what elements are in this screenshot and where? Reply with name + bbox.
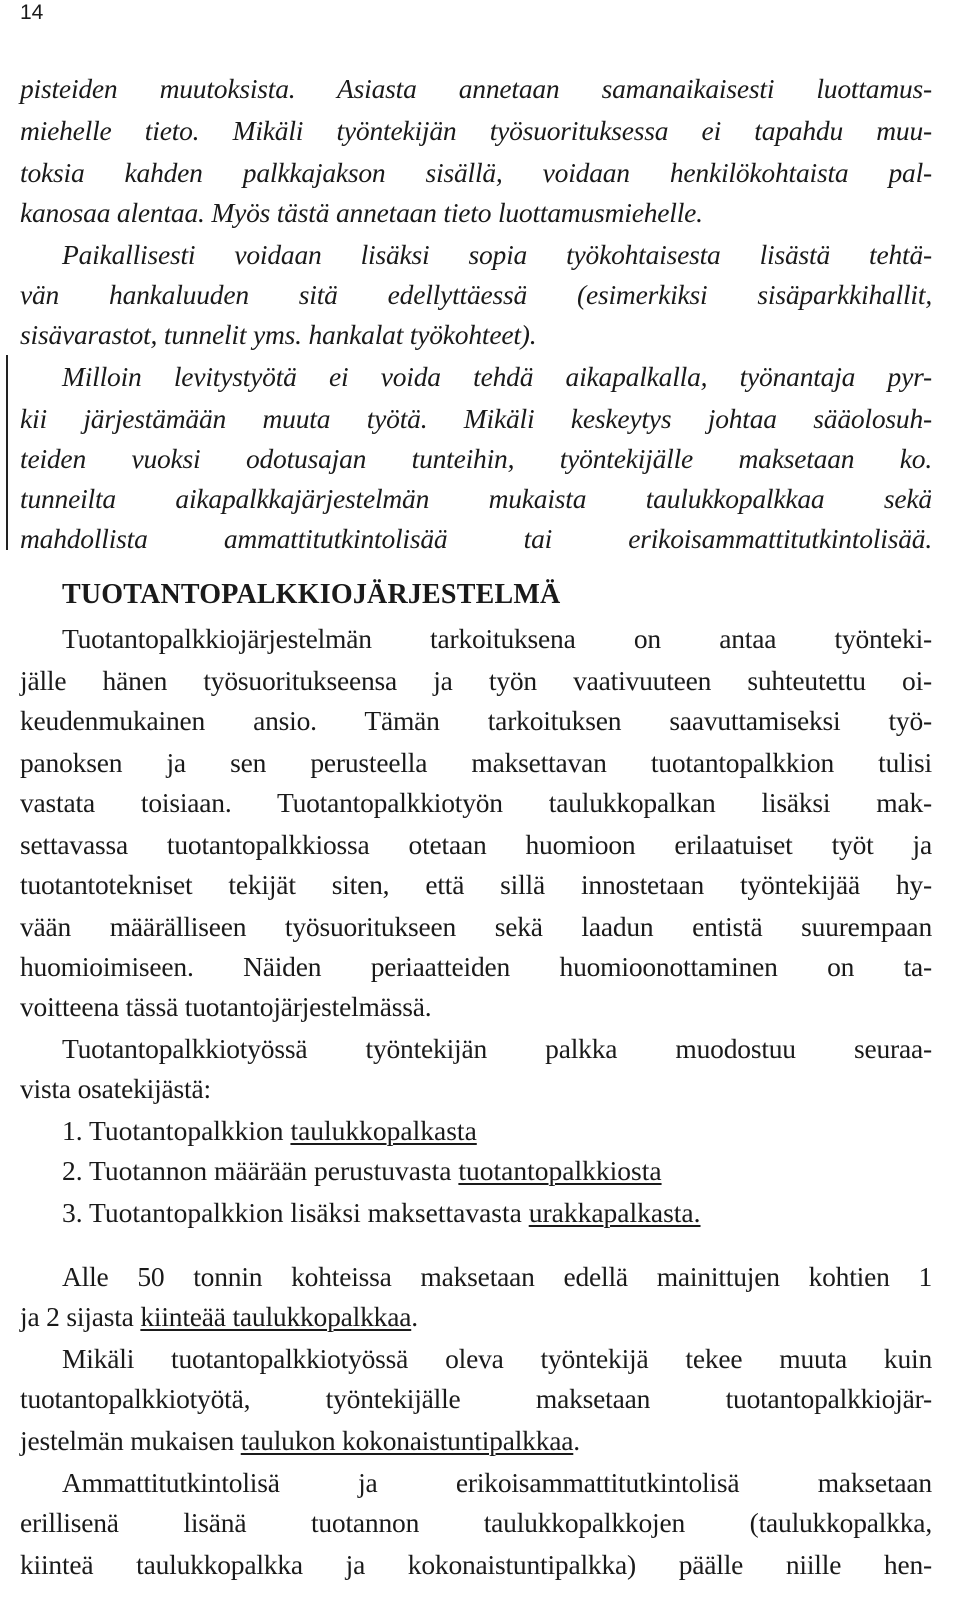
underlined-term: taulukon kokonaistuntipalkkaa [240, 1425, 574, 1456]
text-line: teiden vuoksi odotusajan tunteihin, työntekijälle maksetaan ko. [20, 443, 932, 474]
list-item-underlined: urakkapalkasta. [528, 1197, 701, 1228]
text-line: huomioimiseen. Näiden periaatteiden huomioonottaminen on ta- [20, 951, 932, 982]
text-line: erillisenä lisänä tuotannon taulukkopalkkojen (taulukkopalkka, [20, 1507, 932, 1538]
list-item-text: 3. Tuotantopalkkion lisäksi maksettavasta [62, 1197, 529, 1228]
text-line: tuotantopalkkiotyötä, työntekijälle maksetaan tuotantopalkkiojär- [20, 1383, 932, 1414]
text-line: Tuotantopalkkiojärjestelmän tarkoituksena on antaa työnteki- [62, 623, 932, 654]
underlined-term: kiinteää taulukkopalkkaa [140, 1301, 412, 1332]
text-line: pisteiden muutoksista. Asiasta annetaan samanaikaisesti luottamus- [20, 73, 932, 104]
text-span: . [573, 1425, 580, 1456]
text-line: vän hankaluuden sitä edellyttäessä (esimerkiksi sisäparkkihallit, [20, 279, 932, 310]
text-span: jestelmän mukaisen [20, 1425, 241, 1456]
text-line: Ammattitutkintolisä ja erikoisammattitutkintolisä maksetaan [62, 1467, 932, 1498]
text-span: ja 2 sijasta [20, 1301, 141, 1332]
text-line: voitteena tässä tuotantojärjestelmässä. [20, 991, 432, 1022]
text-line: Paikallisesti voidaan lisäksi sopia työkohtaisesta lisästä tehtä- [62, 239, 932, 270]
list-item-text: 1. Tuotantopalkkion [62, 1115, 291, 1146]
list-item-underlined: tuotantopalkkiosta [458, 1155, 662, 1186]
list-item [62, 1196, 701, 1230]
text-line: vastata toisiaan. Tuotantopalkkiotyön taulukkopalkan lisäksi mak- [20, 787, 932, 818]
text-line: keudenmukainen ansio. Tämän tarkoituksen saavuttamiseksi työ- [20, 705, 932, 736]
text-line: tunneilta aikapalkkajärjestelmän mukaista taulukkopalkkaa sekä [20, 483, 932, 514]
text-span: . [411, 1301, 418, 1332]
list-item-underlined: taulukkopalkasta [290, 1115, 477, 1146]
list-item-text: 2. Tuotannon määrään perustuvasta [62, 1155, 459, 1186]
text-line: Alle 50 tonnin kohteissa maksetaan edellä mainittujen kohtien 1 [62, 1261, 932, 1292]
text-line: Mikäli tuotantopalkkiotyössä oleva työntekijä tekee muuta kuin [62, 1343, 932, 1374]
text-line: mahdollista ammattitutkintolisää tai erikoisammattitutkintolisää. [20, 523, 932, 554]
text-line: kii järjestämään muuta työtä. Mikäli keskeytys johtaa sääolosuh- [20, 403, 932, 434]
text-line: kiinteä taulukkopalkka ja kokonaistuntipalkka) päälle niille hen- [20, 1549, 932, 1580]
list-item [62, 1114, 477, 1148]
text-line: vään määrälliseen työsuoritukseen sekä laadun entistä suurempaan [20, 911, 932, 942]
text-line: tuotantotekniset tekijät siten, että sillä innostetaan työntekijää hy- [20, 869, 932, 900]
text-line: Tuotantopalkkiotyössä työntekijän palkka muodostuu seuraa- [62, 1033, 932, 1064]
text-line: miehelle tieto. Mikäli työntekijän työsuorituksessa ei tapahdu muu- [20, 115, 932, 146]
text-line: toksia kahden palkkajakson sisällä, voidaan henkilökohtaista pal- [20, 157, 932, 188]
change-bar [6, 355, 8, 550]
text-line: panoksen ja sen perusteella maksettavan tuotantopalkkion tulisi [20, 747, 932, 778]
text-line: jälle hänen työsuoritukseensa ja työn vaativuuteen suhteutettu oi- [20, 665, 932, 696]
text-line: kanosaa alentaa. Myös tästä annetaan tieto luottamusmiehelle. [20, 197, 703, 228]
text-line [20, 1300, 418, 1334]
text-line: Milloin levitystyötä ei voida tehdä aikapalkalla, työnantaja pyr- [62, 361, 932, 392]
text-line: sisävarastot, tunnelit yms. hankalat työkohteet). [20, 319, 537, 350]
text-line [20, 1424, 580, 1458]
list-item [62, 1154, 662, 1188]
section-heading: TUOTANTOPALKKIOJÄRJESTELMÄ [62, 579, 561, 610]
text-line: settavassa tuotantopalkkiossa otetaan huomioon erilaatuiset työt ja [20, 829, 932, 860]
text-line: vista osatekijästä: [20, 1073, 211, 1104]
page-number: 14 [20, 1, 44, 24]
